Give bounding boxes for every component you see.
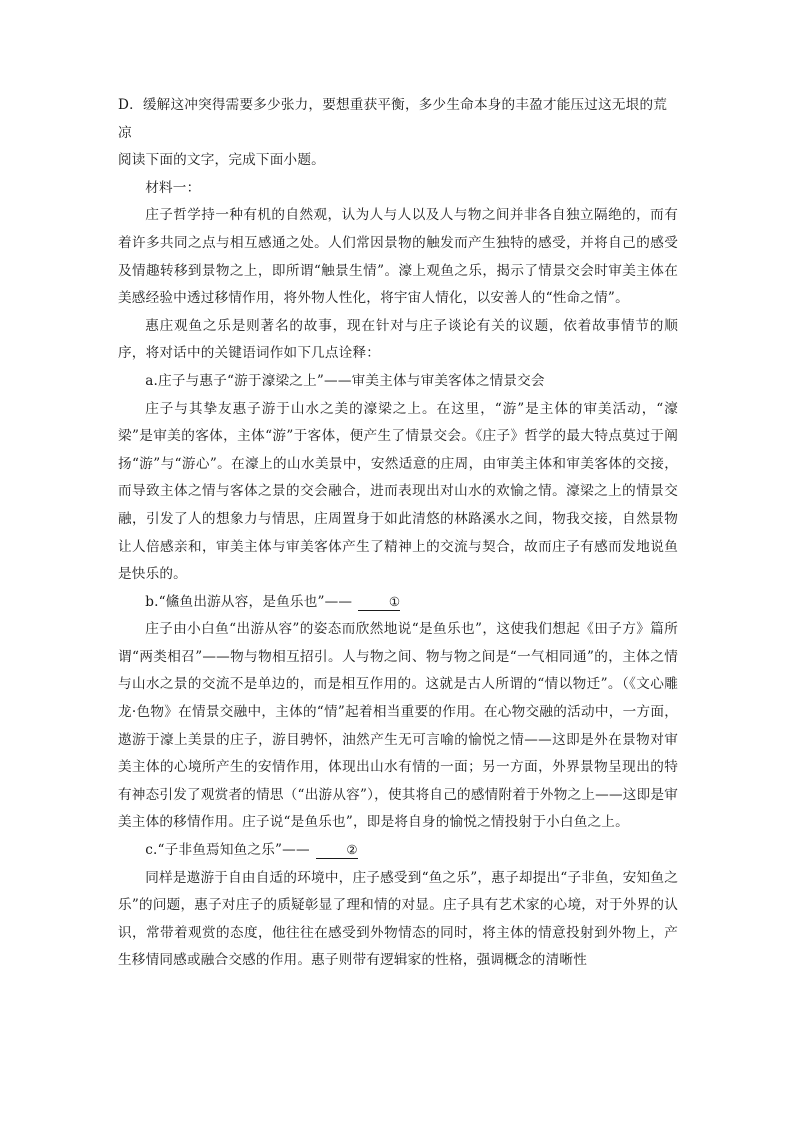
- material-label: 材料一：: [145, 179, 201, 196]
- section-c-heading-text: c.“子非鱼焉知鱼之乐”——: [145, 842, 310, 859]
- section-a-heading: a.庄子与惠子“游于濠梁之上”——审美主体与审美客体之情景交会: [145, 372, 545, 389]
- option-d-line2: 凉: [118, 124, 132, 141]
- paragraph-overview: 惠庄观鱼之乐是则著名的故事，现在针对与庄子谈论有关的议题，依着故事情节的顺序，将对话中的关键语词作如下几点诠释：: [118, 317, 678, 362]
- section-b-heading: [118, 589, 678, 617]
- section-a-body: 庄子与其挚友惠子游于山水之美的濠梁之上。在这里，“游”是主体的审美活动，“濠梁”是审美的客体，主体“游”于客体，便产生了情景交会。《庄子》哲学的最大特点莫过于阐扬“游”与“游心”。在濠上的山水美景中，安然适意的庄周，由审美主体和审美客体的交接，而导致主体之情与客体之景的交会融合，进而表现出对山水的欢愉之情。濠梁之上的情景交融，引发了人的想象力与情思，庄周置身于如此清悠的林路溪水之间，物我交接，自然景物让人倍感亲和，审美主体与审美客体产生了精神上的交流与契合，故而庄子有感而发地说鱼是快乐的。: [118, 400, 678, 583]
- section-c-heading: [118, 837, 678, 865]
- section-c-body: 同样是遨游于自由自适的环境中，庄子感受到“鱼之乐”，惠子却提出“子非鱼，安知鱼之乐”的问题，惠子对庄子的质疑彰显了理和情的对显。庄子具有艺术家的心境，对于外界的认识，常带着观赏的态度，他往往在感受到外物情态的同时，将主体的情意投射到外物上，产生移情同感或融合交感的作用。惠子则带有逻辑家的性格，强调概念的清晰性: [118, 869, 678, 969]
- section-b-body: 庄子由小白鱼“出游从容”的姿态而欣然地说“是鱼乐也”，这使我们想起《田子方》篇所谓“两类相召”——物与物相互招引。人与物之间、物与物之间是“一气相同通”的，主体之情与山水之景的交流不是单边的，而是相互作用的。这就是古人所谓的“情以物迁”。（《文心雕龙·色物》在情景交融中，主体的“情”起着相当重要的作用。在心物交融的活动中，一方面，遨游于濠上美景的庄子，游目骋怀，油然产生无可言喻的愉悦之情——这即是外在景物对审美主体的心境所产生的安情作用，体现出山水有情的一面；另一方面，外界景物呈现出的特有神态引发了观赏者的情思（“出游从容”），使其将自己的感情附着于外物之上——这即是审美主体的移情作用。庄子说“是鱼乐也”，即是将自身的愉悦之情投射于小白鱼之上。: [118, 621, 678, 831]
- reading-instruction: 阅读下面的文字，完成下面小题。: [118, 152, 325, 169]
- section-b-heading-text: b.“鯈鱼出游从容，是鱼乐也”——: [145, 593, 353, 610]
- blank-1: ①: [358, 594, 400, 611]
- article-text: [118, 92, 678, 975]
- paragraph-intro: 庄子哲学持一种有机的自然观，认为人与人以及人与物之间并非各自独立隔绝的，而有着许多共同之点与相互感通之处。人们常因景物的触发而产生独特的感受，并将自己的感受及情趣转移到景物之上，即所谓“触景生情”。濠上观鱼之乐，揭示了情景交会时审美主体在美感经验中透过移情作用，将外物人性化，将宇宙人情化，以安善人的“性命之情”。: [118, 207, 678, 307]
- blank-2: ②: [316, 842, 358, 859]
- option-d-line1: D．缓解这冲突得需要多少张力，要想重获平衡，多少生命本身的丰盈才能压过这无垠的荒: [118, 97, 668, 113]
